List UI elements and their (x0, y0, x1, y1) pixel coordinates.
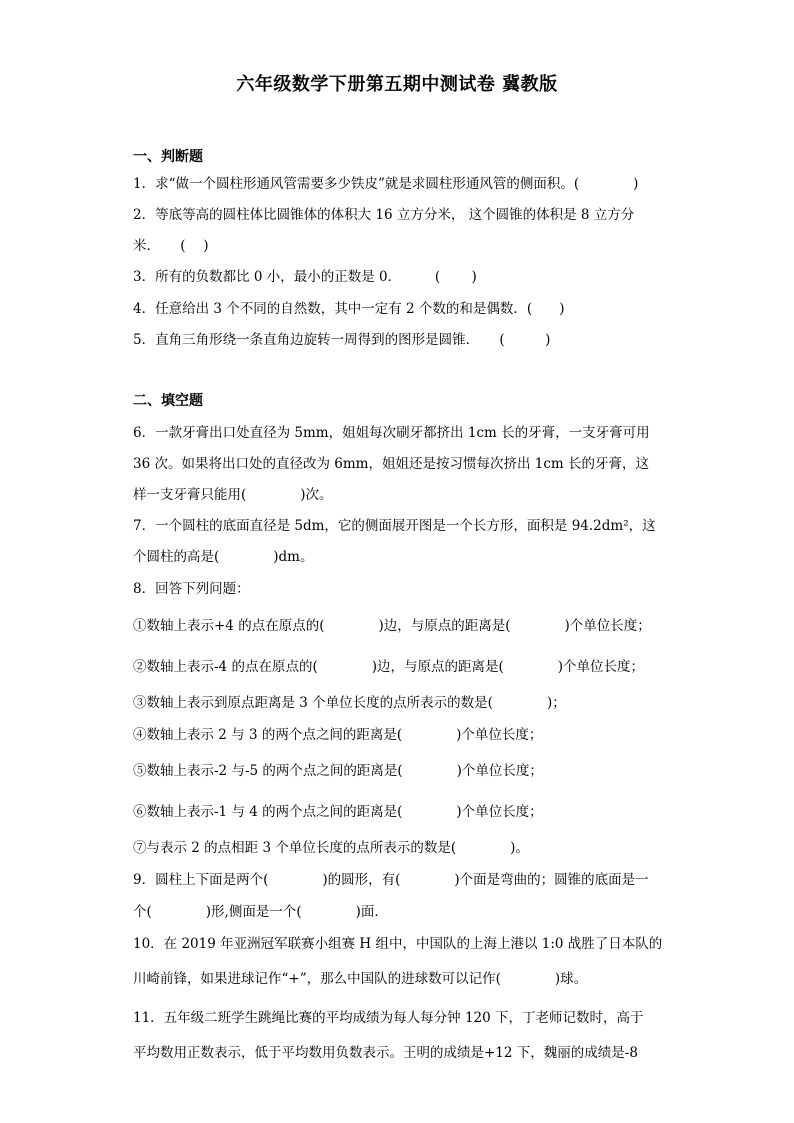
question-line: 11．五年级二班学生跳绳比赛的平均成绩为每人每分钟 120 下，丁老师记数时，高于 (133, 1010, 644, 1026)
question-line: 川崎前锋，如果进球记作“+”，那么中国队的进球数可以记作( )球。 (133, 971, 588, 987)
question-line: ②数轴上表示-4 的点在原点的( )边，与原点的距离是( )个单位长度； (133, 659, 645, 675)
question-line: 米． ( ) (133, 238, 209, 254)
section-heading-fill-in: 二、填空题 (133, 393, 203, 409)
question-line: 36 次。如果将出口处的直径改为 6mm，姐姐还是按习惯每次挤出 1cm 长的牙膏，这 (133, 456, 649, 472)
question-line: 平均数用正数表示，低于平均数用负数表示。王明的成绩是+12 下，魏丽的成绩是-8 (133, 1045, 638, 1061)
question-line: 2．等底等高的圆柱体比圆锥体的体积大 16 立方分米， 这个圆锥的体积是 8 立方分 (133, 207, 635, 223)
question-line: ③数轴上表示到原点距离是 3 个单位长度的点所表示的数是( )； (133, 695, 566, 711)
section-heading-judgement: 一、判断题 (133, 149, 203, 165)
question-line: 6．一款牙膏出口处直径为 5mm，姐姐每次刷牙都挤出 1cm 长的牙膏，一支牙膏可用 (133, 425, 650, 441)
question-line: ⑤数轴上表示-2 与-5 的两个点之间的距离是( )个单位长度； (133, 763, 543, 779)
question-line: 8．回答下列问题： (133, 581, 250, 597)
question-line: 5．直角三角形绕一条直角边旋转一周得到的图形是圆锥． ( ) (133, 332, 551, 348)
question-line: ⑦与表示 2 的点相距 3 个单位长度的点所表示的数是( )。 (133, 840, 529, 856)
question-line: 10．在 2019 年亚洲冠军联赛小组赛 H 组中，中国队的上海上港以 1:0 战胜了日本队的 (133, 936, 663, 952)
question-line: 1．求“做一个圆柱形通风管需要多少铁皮”就是求圆柱形通风管的侧面积。( ) (133, 176, 639, 192)
question-line: 9．圆柱上下面是两个( )的圆形，有( )个面是弯曲的；圆锥的底面是一 (133, 872, 649, 888)
question-line: 样一支牙膏只能用( )次。 (133, 487, 333, 503)
page-title: 六年级数学下册第五期中测试卷 冀教版 (236, 74, 558, 95)
question-line: 7．一个圆柱的底面直径是 5dm，它的侧面展开图是一个长方形，面积是 94.2dm²，这 (133, 518, 656, 534)
question-line: ①数轴上表示+4 的点在原点的( )边，与原点的距离是( )个单位长度； (133, 618, 651, 634)
question-line: 个圆柱的高是( )dm。 (133, 549, 314, 565)
question-line: ⑥数轴上表示-1 与 4 的两个点之间的距离是( )个单位长度； (133, 804, 543, 820)
question-line: 个( )形,侧面是一个( )面． (133, 904, 388, 920)
question-line: ④数轴上表示 2 与 3 的两个点之间的距离是( )个单位长度； (133, 727, 543, 743)
question-line: 4．任意给出 3 个不同的自然数，其中一定有 2 个数的和是偶数．( ) (133, 301, 565, 317)
question-line: 3．所有的负数都比 0 小，最小的正数是 0． ( ) (133, 269, 477, 285)
